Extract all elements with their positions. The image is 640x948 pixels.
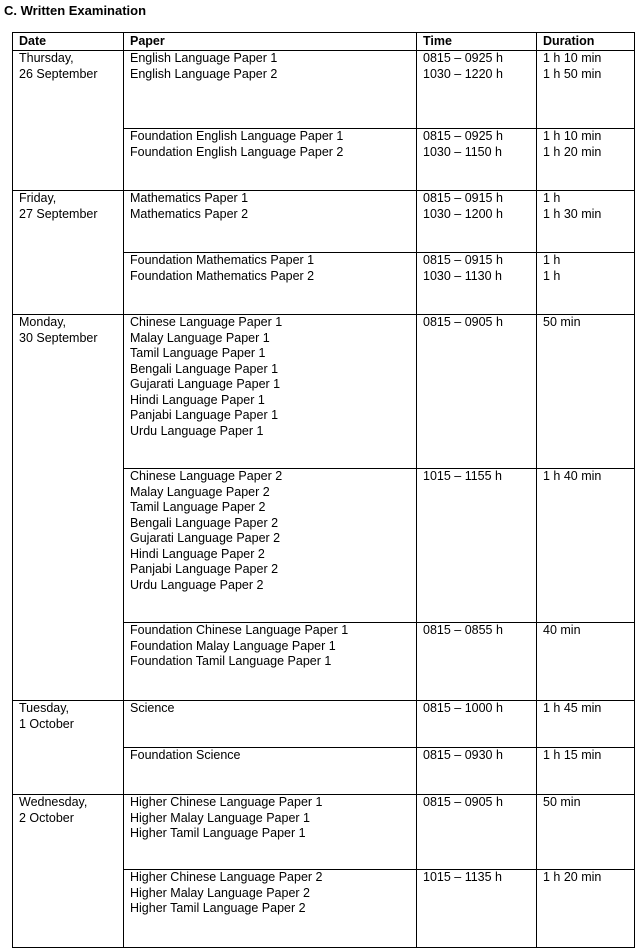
duration-cell-line: 1 h 20 min xyxy=(543,870,602,884)
paper-cell-line: Science xyxy=(130,701,175,715)
paper-cell-line: Mathematics Paper 1 xyxy=(130,191,249,205)
paper-cell-line: Foundation Science xyxy=(130,748,241,762)
paper-cell-line: Gujarati Language Paper 1 xyxy=(130,377,281,391)
date-cell-line: Tuesday, xyxy=(19,701,70,715)
duration-cell xyxy=(537,191,635,253)
paper-cell-line: Tamil Language Paper 1 xyxy=(130,346,266,360)
paper-cell-line: Bengali Language Paper 1 xyxy=(130,361,279,376)
date-cell xyxy=(13,191,124,315)
paper-cell xyxy=(124,748,417,795)
duration-cell-line: 1 h xyxy=(543,253,561,267)
paper-cell-line: English Language Paper 2 xyxy=(130,66,278,81)
paper-cell-line: Foundation Mathematics Paper 2 xyxy=(130,268,315,283)
paper-cell xyxy=(124,315,417,469)
paper-cell-line: Hindi Language Paper 1 xyxy=(130,392,265,407)
time-cell-line: 0815 – 0915 h xyxy=(423,253,503,267)
paper-cell-line: Mathematics Paper 2 xyxy=(130,206,249,221)
paper-cell-line: Foundation Mathematics Paper 1 xyxy=(130,253,315,267)
time-cell-line: 1030 – 1220 h xyxy=(423,66,503,81)
table-row xyxy=(13,315,635,469)
time-cell xyxy=(417,315,537,469)
duration-cell-line: 1 h 45 min xyxy=(543,701,602,715)
paper-cell-line: Higher Chinese Language Paper 1 xyxy=(130,795,323,809)
time-cell-line: 1030 – 1200 h xyxy=(423,206,503,221)
paper-cell-line: Tamil Language Paper 2 xyxy=(130,500,266,514)
duration-cell-line: 1 h 40 min xyxy=(543,469,602,483)
time-cell-line: 0815 – 0905 h xyxy=(423,315,503,329)
paper-cell-line: Higher Tamil Language Paper 1 xyxy=(130,826,306,840)
time-cell xyxy=(417,748,537,795)
paper-cell-line: Gujarati Language Paper 2 xyxy=(130,531,281,545)
paper-cell xyxy=(124,701,417,748)
paper-cell-line: Foundation Tamil Language Paper 1 xyxy=(130,654,332,668)
date-cell xyxy=(13,51,124,191)
paper-cell xyxy=(124,51,417,129)
table-row xyxy=(13,701,635,748)
duration-cell xyxy=(537,51,635,129)
duration-cell-line: 50 min xyxy=(543,795,581,809)
paper-cell-line: Malay Language Paper 2 xyxy=(130,484,270,499)
paper-cell-line: Panjabi Language Paper 1 xyxy=(130,408,279,422)
exam-timetable xyxy=(12,32,635,948)
time-cell xyxy=(417,51,537,129)
date-cell-line: 2 October xyxy=(19,810,74,825)
paper-cell-line: English Language Paper 1 xyxy=(130,51,278,65)
time-cell xyxy=(417,191,537,253)
time-cell xyxy=(417,129,537,191)
paper-cell-line: Higher Chinese Language Paper 2 xyxy=(130,870,323,884)
date-cell xyxy=(13,795,124,948)
column-header-duration: Duration xyxy=(537,33,635,51)
date-cell xyxy=(13,315,124,701)
paper-cell-line: Urdu Language Paper 2 xyxy=(130,577,264,592)
table-body xyxy=(13,51,635,948)
paper-cell-line: Chinese Language Paper 2 xyxy=(130,469,283,483)
duration-cell-line: 1 h 30 min xyxy=(543,206,602,221)
paper-cell xyxy=(124,870,417,948)
duration-cell-line: 40 min xyxy=(543,623,581,637)
duration-cell-line: 50 min xyxy=(543,315,581,329)
time-cell-line: 0815 – 0925 h xyxy=(423,51,503,65)
time-cell-line: 0815 – 0915 h xyxy=(423,191,503,205)
paper-cell-line: Urdu Language Paper 1 xyxy=(130,423,264,438)
paper-cell-line: Malay Language Paper 1 xyxy=(130,330,270,345)
date-cell-line: 30 September xyxy=(19,330,98,345)
time-cell-line: 0815 – 1000 h xyxy=(423,701,503,715)
column-header-time: Time xyxy=(417,33,537,51)
duration-cell xyxy=(537,469,635,623)
duration-cell xyxy=(537,129,635,191)
duration-cell xyxy=(537,623,635,701)
time-cell xyxy=(417,795,537,870)
paper-cell-line: Foundation English Language Paper 1 xyxy=(130,129,344,143)
paper-cell-line: Higher Malay Language Paper 1 xyxy=(130,810,310,825)
duration-cell xyxy=(537,253,635,315)
duration-cell xyxy=(537,748,635,795)
paper-cell-line: Panjabi Language Paper 2 xyxy=(130,562,279,576)
duration-cell xyxy=(537,315,635,469)
duration-cell xyxy=(537,870,635,948)
paper-cell-line: Hindi Language Paper 2 xyxy=(130,546,265,561)
duration-cell-line: 1 h 10 min xyxy=(543,51,602,65)
duration-cell-line: 1 h 50 min xyxy=(543,66,602,81)
time-cell-line: 0815 – 0925 h xyxy=(423,129,503,143)
paper-cell xyxy=(124,191,417,253)
table-row xyxy=(13,795,635,870)
duration-cell-line: 1 h 10 min xyxy=(543,129,602,143)
date-cell-line: Monday, xyxy=(19,315,67,329)
paper-cell-line: Bengali Language Paper 2 xyxy=(130,515,279,530)
time-cell-line: 1015 – 1135 h xyxy=(423,870,503,884)
paper-cell xyxy=(124,469,417,623)
time-cell-line: 1015 – 1155 h xyxy=(423,469,503,483)
time-cell xyxy=(417,253,537,315)
date-cell xyxy=(13,701,124,795)
date-cell-line: 26 September xyxy=(19,66,98,81)
paper-cell xyxy=(124,623,417,701)
date-cell-line: 27 September xyxy=(19,206,98,221)
time-cell-line: 1030 – 1130 h xyxy=(423,268,503,283)
time-cell xyxy=(417,469,537,623)
paper-cell-line: Foundation Chinese Language Paper 1 xyxy=(130,623,349,637)
paper-cell-line: Foundation Malay Language Paper 1 xyxy=(130,638,336,653)
time-cell xyxy=(417,623,537,701)
duration-cell xyxy=(537,795,635,870)
paper-cell xyxy=(124,253,417,315)
paper-cell-line: Foundation English Language Paper 2 xyxy=(130,144,344,159)
paper-cell xyxy=(124,795,417,870)
column-header-paper: Paper xyxy=(124,33,417,51)
time-cell-line: 0815 – 0855 h xyxy=(423,623,503,637)
table-row xyxy=(13,191,635,253)
section-title: C. Written Examination xyxy=(4,3,147,18)
time-cell xyxy=(417,701,537,748)
date-cell-line: Thursday, xyxy=(19,51,74,65)
paper-cell-line: Higher Malay Language Paper 2 xyxy=(130,885,310,900)
date-cell-line: Wednesday, xyxy=(19,795,88,809)
duration-cell-line: 1 h xyxy=(543,268,561,283)
duration-cell xyxy=(537,701,635,748)
paper-cell-line: Higher Tamil Language Paper 2 xyxy=(130,901,306,915)
time-cell xyxy=(417,870,537,948)
time-cell-line: 1030 – 1150 h xyxy=(423,144,503,159)
paper-cell-line: Chinese Language Paper 1 xyxy=(130,315,283,329)
column-header-date: Date xyxy=(13,33,124,51)
time-cell-line: 0815 – 0905 h xyxy=(423,795,503,809)
paper-cell xyxy=(124,129,417,191)
date-cell-line: 1 October xyxy=(19,716,74,731)
duration-cell-line: 1 h xyxy=(543,191,561,205)
duration-cell-line: 1 h 20 min xyxy=(543,144,602,159)
duration-cell-line: 1 h 15 min xyxy=(543,748,602,762)
date-cell-line: Friday, xyxy=(19,191,57,205)
table-row xyxy=(13,51,635,129)
time-cell-line: 0815 – 0930 h xyxy=(423,748,503,762)
table-header-row xyxy=(13,33,635,51)
